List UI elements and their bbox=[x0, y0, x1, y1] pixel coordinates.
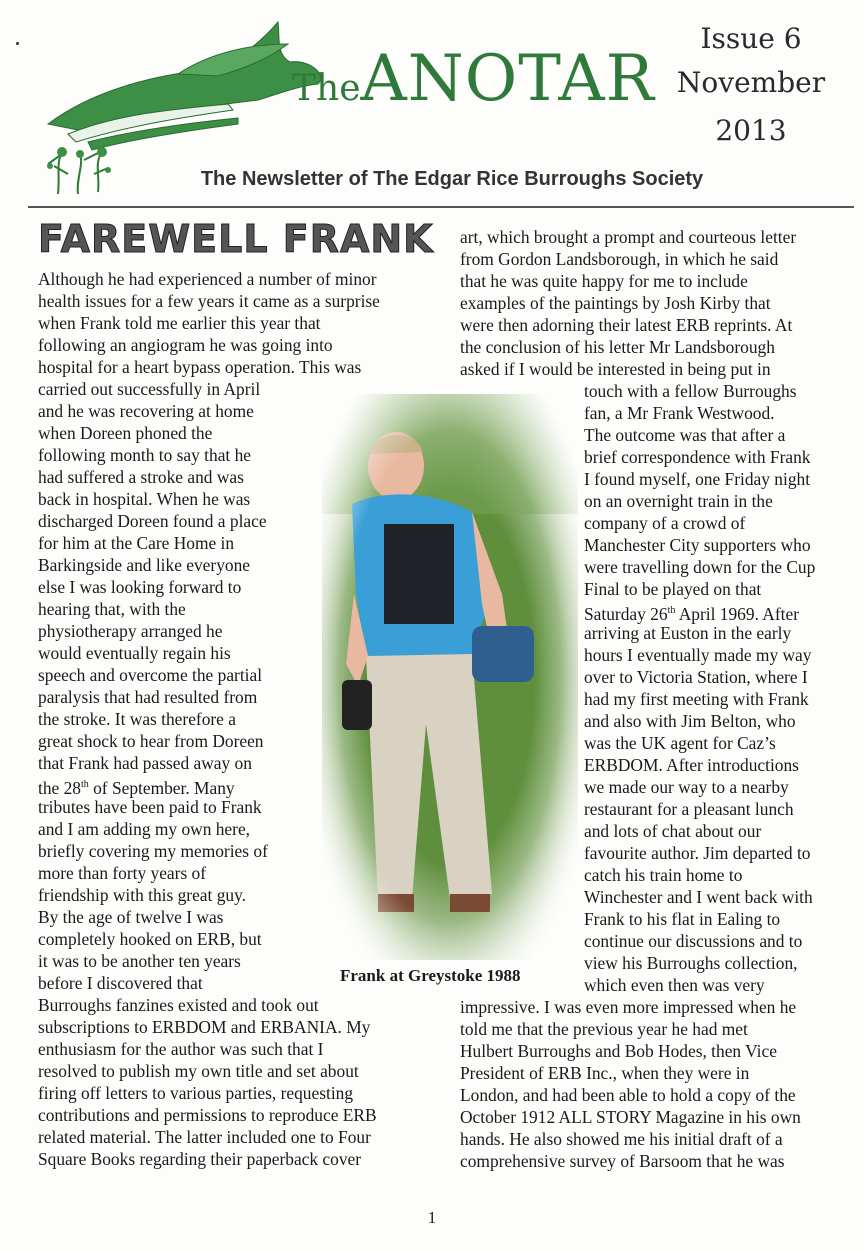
right-column-line: from Gordon Landsborough, in which he said bbox=[460, 249, 779, 269]
left-column-line: health issues for a few years it came as a surprise bbox=[38, 291, 380, 311]
left-column-line: Burroughs fanzines existed and took out bbox=[38, 995, 319, 1015]
left-column-line: resolved to publish my own title and set about bbox=[38, 1061, 359, 1081]
left-column-line: paralysis that had resulted from bbox=[38, 687, 258, 707]
left-column-line: that Frank had passed away on bbox=[38, 753, 252, 773]
left-column-line: carried out successfully in April bbox=[38, 379, 261, 399]
left-column-line: Although he had experienced a number of minor bbox=[38, 269, 377, 289]
right-column-line: told me that the previous year he had met bbox=[460, 1019, 748, 1039]
left-column-line: briefly covering my memories of bbox=[38, 841, 268, 861]
right-column-line: October 1912 ALL STORY Magazine in his own bbox=[460, 1107, 801, 1127]
right-column-line: asked if I would be interested in being put in bbox=[460, 359, 771, 379]
left-column-line: enthusiasm for the author was such that I bbox=[38, 1039, 324, 1059]
left-column-line: following an angiogram he was going into bbox=[38, 335, 333, 355]
right-column-line: favourite author. Jim departed to bbox=[584, 843, 811, 863]
right-column-line: company of a crowd of bbox=[584, 513, 746, 533]
right-column-line: President of ERB Inc., when they were in bbox=[460, 1063, 750, 1083]
left-column-line: for him at the Care Home in bbox=[38, 533, 235, 553]
right-column-line: view his Burroughs collection, bbox=[584, 953, 798, 973]
right-column-line: continue our discussions and to bbox=[584, 931, 803, 951]
right-column-line: Hulbert Burroughs and Bob Hodes, then Vice bbox=[460, 1041, 777, 1061]
left-column-line: contributions and permissions to reproduce ERB bbox=[38, 1105, 377, 1125]
left-column-line: would eventually regain his bbox=[38, 643, 231, 663]
right-column-line: were travelling down for the Cup bbox=[584, 557, 816, 577]
left-column-line: the 28th of September. Many bbox=[38, 777, 235, 798]
right-column-line: ERBDOM. After introductions bbox=[584, 755, 799, 775]
left-column-line: before I discovered that bbox=[38, 973, 203, 993]
tagline: The Newsletter of The Edgar Rice Burroughs Society bbox=[200, 168, 704, 190]
left-column-line: physiotherapy arranged he bbox=[38, 621, 223, 641]
right-column-line: and also with Jim Belton, who bbox=[584, 711, 796, 731]
right-column-line: that he was quite happy for me to include bbox=[460, 271, 748, 291]
right-column-line: were then adorning their latest ERB reprints. At bbox=[460, 315, 793, 335]
page-number: 1 bbox=[427, 1208, 437, 1227]
right-column-line: had my first meeting with Frank bbox=[584, 689, 809, 709]
left-column-line: Barkingside and like everyone bbox=[38, 555, 250, 575]
right-column-line: Saturday 26th April 1969. After bbox=[584, 603, 799, 624]
right-column-line: arriving at Euston in the early bbox=[584, 623, 792, 643]
left-column-line: back in hospital. When he was bbox=[38, 489, 251, 509]
left-column-line: discharged Doreen found a place bbox=[38, 511, 267, 531]
left-column-line: hospital for a heart bypass operation. This was bbox=[38, 357, 362, 377]
right-column-line: we made our way to a nearby bbox=[584, 777, 789, 797]
left-column-line: following month to say that he bbox=[38, 445, 252, 465]
speck bbox=[16, 42, 19, 45]
masthead-anotar: ANOTAR bbox=[360, 42, 655, 116]
left-column-line: else I was looking forward to bbox=[38, 577, 242, 597]
left-column-line: Square Books regarding their paperback cover bbox=[38, 1149, 362, 1169]
right-column-line: The outcome was that after a bbox=[584, 425, 786, 445]
right-column-line: impressive. I was even more impressed when he bbox=[460, 997, 797, 1017]
left-column-line: and he was recovering at home bbox=[38, 401, 254, 421]
right-column-line: examples of the paintings by Josh Kirby that bbox=[460, 293, 771, 313]
right-column-line: and lots of chat about our bbox=[584, 821, 762, 841]
right-column-line: which even then was very bbox=[584, 975, 765, 995]
right-column-line: I found myself, one Friday night bbox=[584, 469, 811, 489]
left-column-line: subscriptions to ERBDOM and ERBANIA. My bbox=[38, 1017, 371, 1037]
article-headline: FAREWELL FRANK bbox=[38, 217, 434, 261]
photo-caption: Frank at Greystoke 1988 bbox=[340, 966, 521, 985]
right-column-line: London, and had been able to hold a copy of the bbox=[460, 1085, 796, 1105]
left-column-line: speech and overcome the partial bbox=[38, 665, 263, 685]
right-column-line: Manchester City supporters who bbox=[584, 535, 811, 555]
left-column-line: related material. The latter included one to Four bbox=[38, 1127, 371, 1147]
right-column-line: fan, a Mr Frank Westwood. bbox=[584, 403, 775, 423]
right-column-line: was the UK agent for Caz’s bbox=[584, 733, 776, 753]
right-column-line: hands. He also showed me his initial draft of a bbox=[460, 1129, 783, 1149]
header-rule bbox=[28, 206, 854, 208]
right-column-line: brief correspondence with Frank bbox=[584, 447, 811, 467]
left-column-line: more than forty years of bbox=[38, 863, 207, 883]
right-column-line: catch his train home to bbox=[584, 865, 743, 885]
right-column-line: Winchester and I went back with bbox=[584, 887, 813, 907]
left-column-line: By the age of twelve I was bbox=[38, 907, 224, 927]
right-column-line: Frank to his flat in Ealing to bbox=[584, 909, 781, 929]
issue-month: November bbox=[676, 66, 826, 99]
right-column-line: touch with a fellow Burroughs bbox=[584, 381, 797, 401]
right-column-line: hours I eventually made my way bbox=[584, 645, 812, 665]
left-column-line: hearing that, with the bbox=[38, 599, 186, 619]
issue-number: Issue 6 bbox=[700, 22, 802, 55]
right-column-line: on an overnight train in the bbox=[584, 491, 773, 511]
left-column-line: had suffered a stroke and was bbox=[38, 467, 244, 487]
left-column-line: firing off letters to various parties, requesting bbox=[38, 1083, 354, 1103]
right-column-line: comprehensive survey of Barsoom that he was bbox=[460, 1151, 785, 1171]
left-column-line: it was to be another ten years bbox=[38, 951, 241, 971]
left-column-line: when Frank told me earlier this year that bbox=[38, 313, 321, 333]
left-column-line: the stroke. It was therefore a bbox=[38, 709, 236, 729]
right-column-line: the conclusion of his letter Mr Landsborough bbox=[460, 337, 775, 357]
right-column-line: Final to be played on that bbox=[584, 579, 762, 599]
right-column-line: restaurant for a pleasant lunch bbox=[584, 799, 794, 819]
left-column-line: friendship with this great guy. bbox=[38, 885, 247, 905]
left-column-line: and I am adding my own here, bbox=[38, 819, 251, 839]
left-column-line: completely hooked on ERB, but bbox=[38, 929, 262, 949]
issue-year: 2013 bbox=[715, 114, 787, 147]
left-column-line: great shock to hear from Doreen bbox=[38, 731, 264, 751]
photo-frank bbox=[322, 394, 578, 960]
masthead-title bbox=[292, 44, 655, 124]
left-column-line: when Doreen phoned the bbox=[38, 423, 213, 443]
masthead-the: The bbox=[292, 68, 361, 109]
right-column-line: over to Victoria Station, where I bbox=[584, 667, 808, 687]
left-column-line: tributes have been paid to Frank bbox=[38, 797, 262, 817]
right-column-line: art, which brought a prompt and courteous letter bbox=[460, 227, 797, 247]
